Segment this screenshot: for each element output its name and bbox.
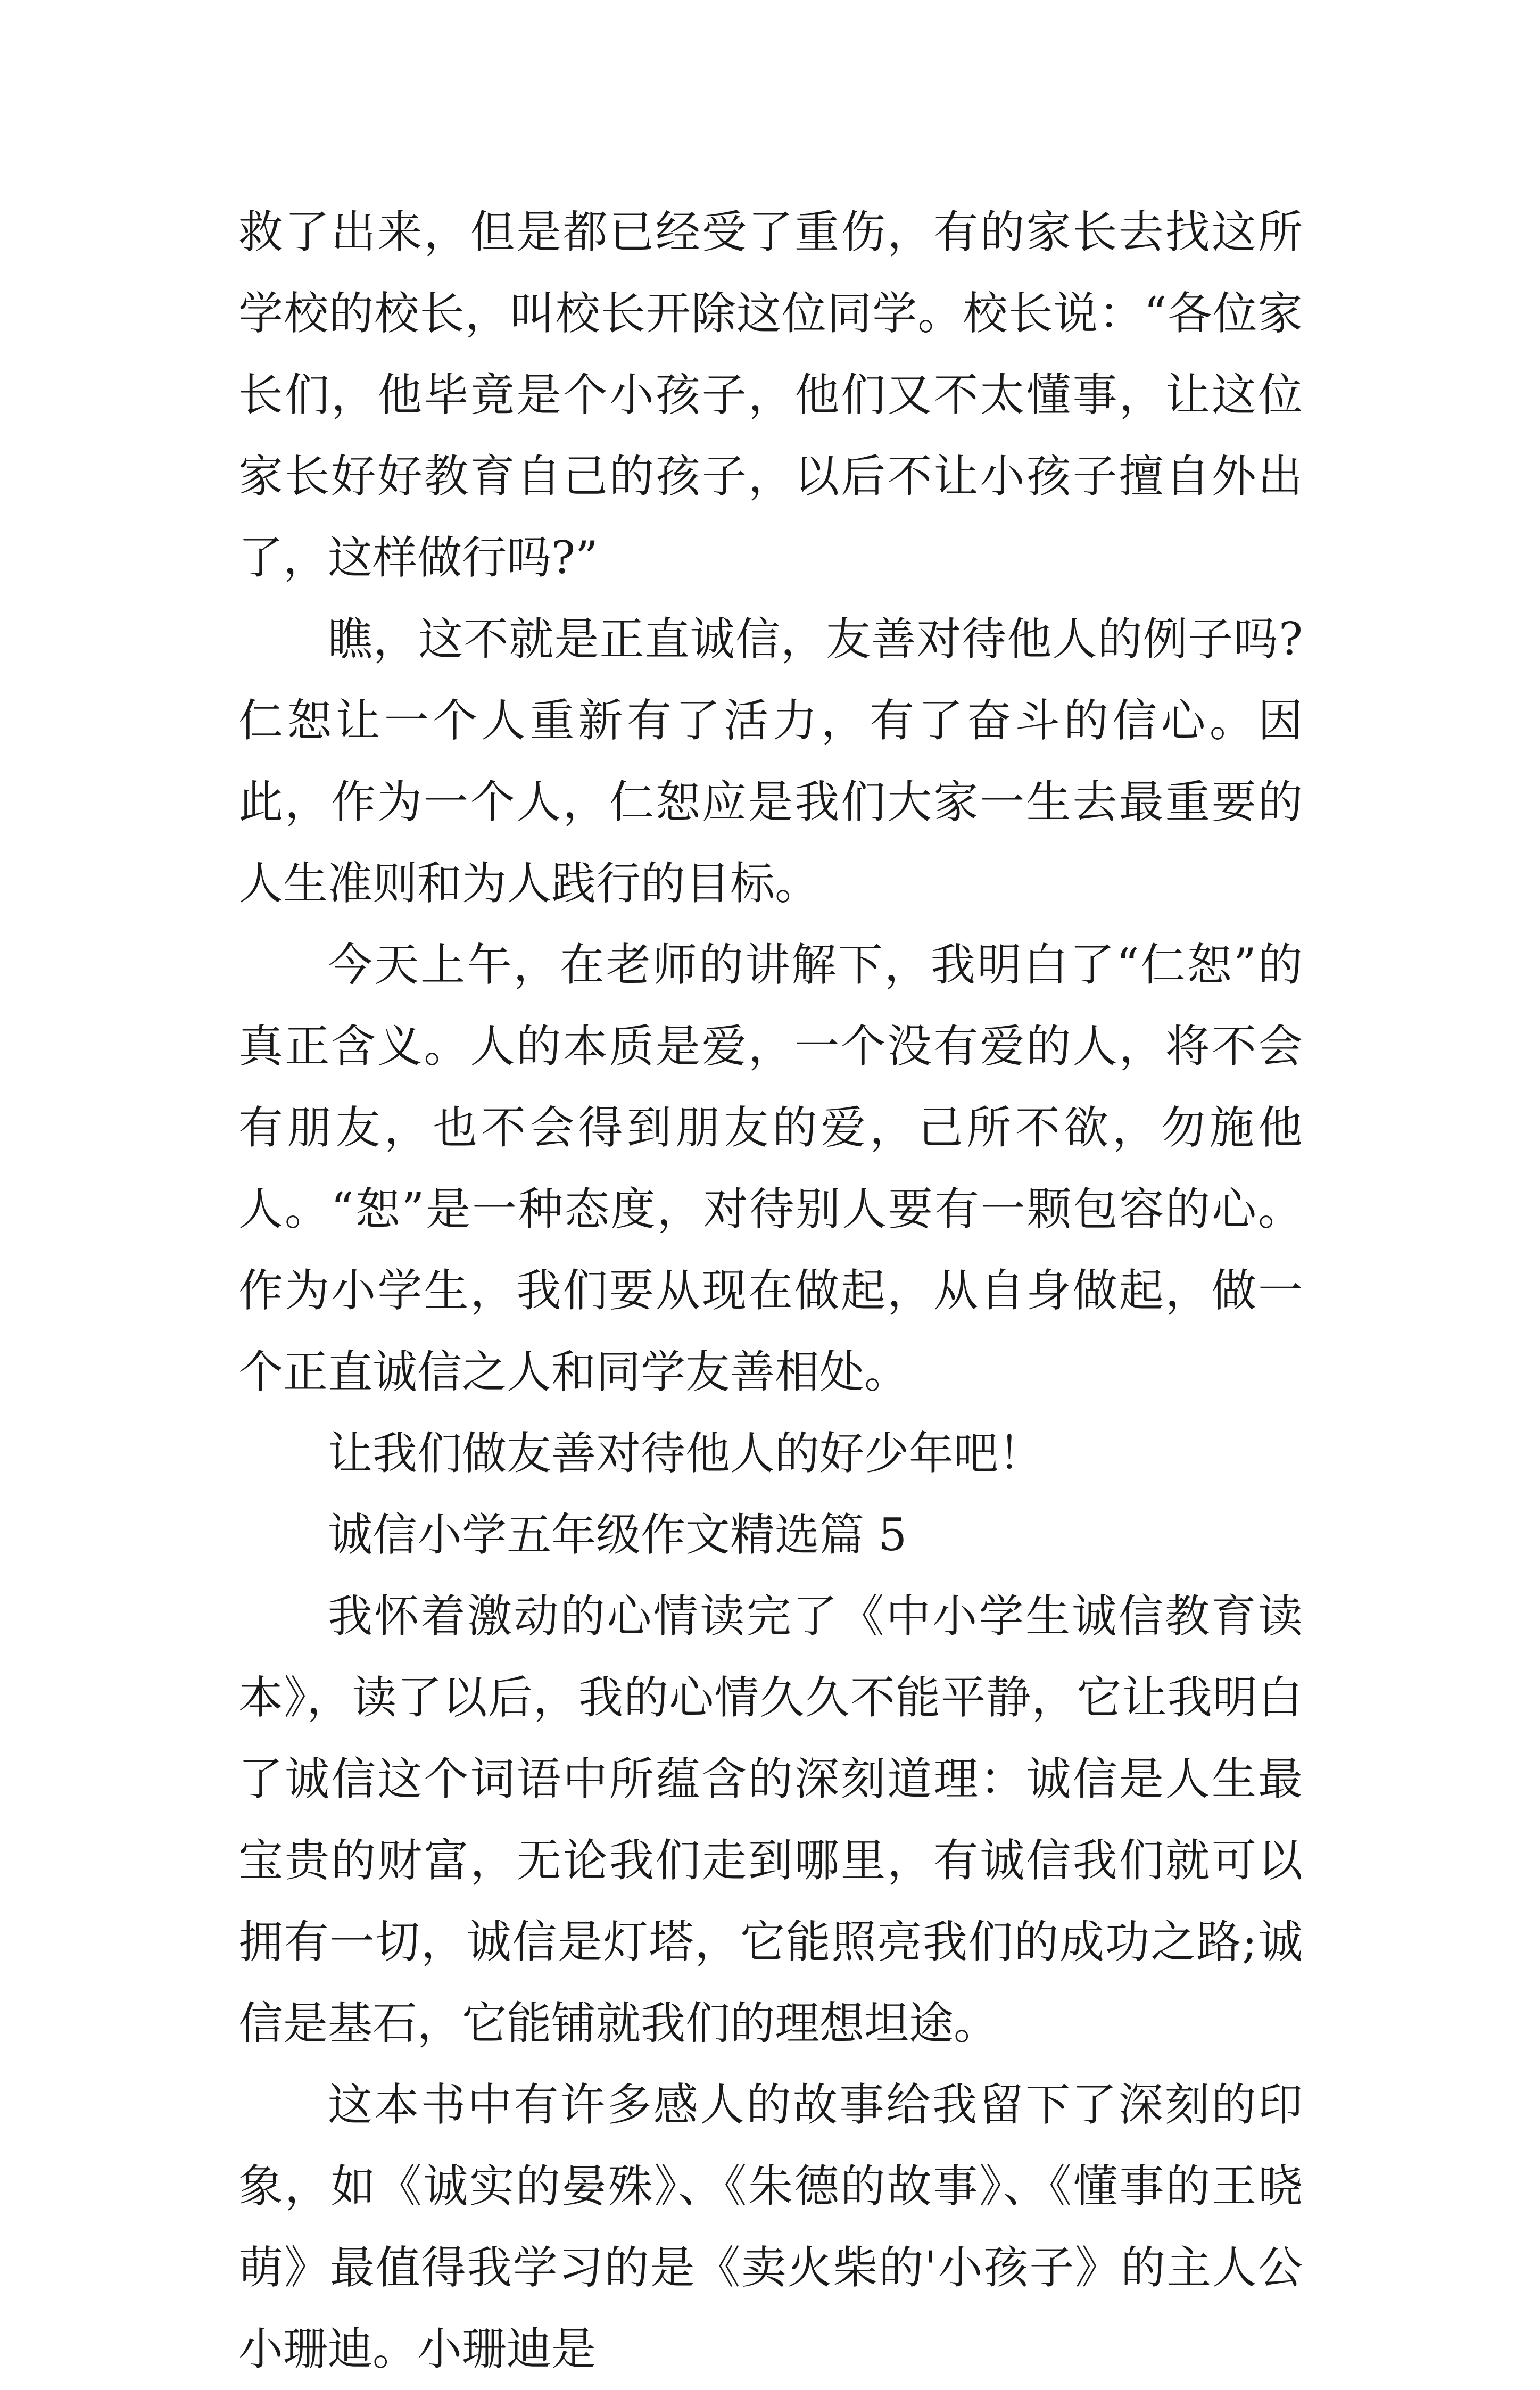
paragraph: 救了出来，但是都已经受了重伤，有的家长去找这所学校的校长，叫校长开除这位同学。校长说：“各位家长们，他毕竟是个小孩子，他们又不太懂事，让这位家长好好教育自己的孩子，以后不让小孩子擅自外出了，这样做行吗?” bbox=[238, 206, 1303, 584]
document-body bbox=[238, 192, 1303, 2390]
section-heading: 诚信小学五年级作文精选篇 5 bbox=[328, 1509, 907, 1561]
paragraph: 这本书中有许多感人的故事给我留下了深刻的印象，如《诚实的晏殊》、《朱德的故事》、《懂事的王晓萌》最值得我学习的是《卖火柴的'小孩子》的主人公小珊迪。小珊迪是 bbox=[238, 2079, 1303, 2375]
paragraph: 瞧，这不就是正直诚信，友善对待他人的例子吗?仁恕让一个人重新有了活力，有了奋斗的信心。因此，作为一个人，仁恕应是我们大家一生去最重要的人生准则和为人践行的目标。 bbox=[238, 613, 1303, 909]
paragraph: 今天上午，在老师的讲解下，我明白了“仁恕”的真正含义。人的本质是爱，一个没有爱的人，将不会有朋友，也不会得到朋友的爱，己所不欲，勿施他人。“恕”是一种态度，对待别人要有一颗包容的心。作为小学生，我们要从现在做起，从自身做起，做一个正直诚信之人和同学友善相处。 bbox=[238, 939, 1303, 1398]
paragraph: 我怀着激动的心情读完了《中小学生诚信教育读本》，读了以后，我的心情久久不能平静，它让我明白了诚信这个词语中所蕴含的深刻道理：诚信是人生最宝贵的财富，无论我们走到哪里，有诚信我们就可以拥有一切，诚信是灯塔，它能照亮我们的成功之路;诚信是基石，它能铺就我们的理想坦途。 bbox=[238, 1590, 1303, 2049]
paragraph: 让我们做友善对待他人的好少年吧！ bbox=[328, 1427, 1044, 1479]
